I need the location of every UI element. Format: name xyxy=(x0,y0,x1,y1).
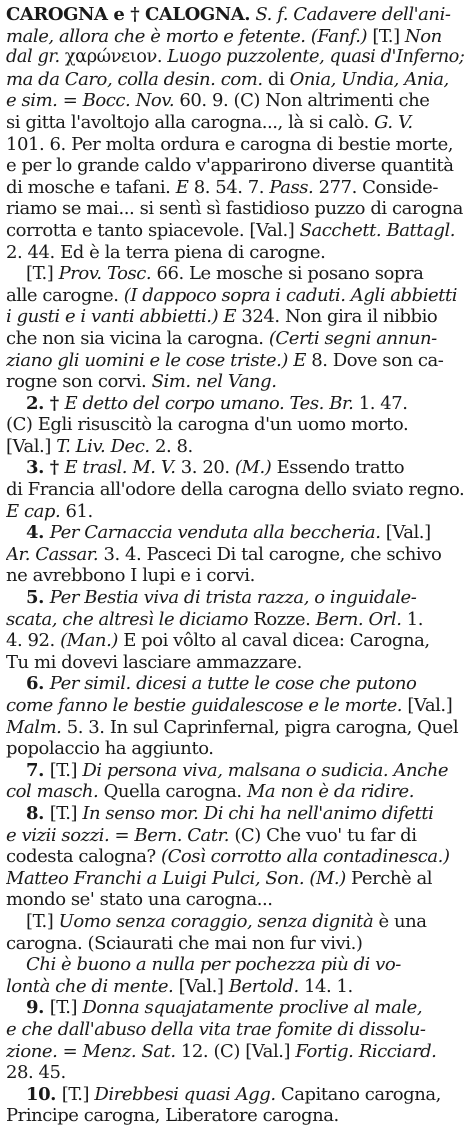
entry-line xyxy=(6,177,466,199)
entry-line xyxy=(6,954,466,976)
entry-italic-text: Pass. xyxy=(269,176,319,198)
entry-text: [T.] xyxy=(26,263,59,285)
entry-sense-number: 6. xyxy=(26,673,50,695)
entry-sense-number: CAROGNA e † CALOGNA. xyxy=(6,4,251,25)
entry-italic-text: Matteo Franchi a Luigi Pulci, Son. xyxy=(6,867,310,889)
entry-text: 12. (C) [Val.] xyxy=(180,1040,296,1062)
entry-italic-text: (M.) xyxy=(309,867,352,889)
entry-italic-text: T. Liv. Dec. xyxy=(56,435,155,457)
entry-text: [Val.] xyxy=(178,975,229,997)
entry-text: ne avrebbono I lupi e i corvi. xyxy=(6,565,255,587)
entry-italic-text: E trasl. M. V. xyxy=(64,457,181,479)
entry-text: di mosche e tafani. xyxy=(6,176,176,198)
entry-text: [T.] xyxy=(26,910,59,932)
entry-text: 3. 20. xyxy=(180,457,235,479)
entry-line xyxy=(6,393,466,415)
entry-line xyxy=(6,673,466,695)
entry-italic-text: Uomo senza coraggio, senza dignità xyxy=(58,910,379,932)
entry-text: mondo se' stato una carogna... xyxy=(6,889,273,911)
entry-line xyxy=(6,630,466,652)
entry-text: corrotta e tanto spiacevole. [Val.] xyxy=(6,219,300,241)
entry-text: 60. 9. (C) Non altrimenti che xyxy=(179,90,430,112)
entry-text: 101. 6. Per molta ordura e carogna di bestie morte, xyxy=(6,133,454,155)
entry-text: codesta calogna? xyxy=(6,846,161,868)
entry-line xyxy=(6,652,466,674)
entry-line xyxy=(6,868,466,890)
entry-italic-text: In senso mor. Di chi ha nell'animo difetti xyxy=(82,802,434,824)
entry-line xyxy=(6,825,466,847)
entry-line xyxy=(6,479,466,501)
entry-text: alle carogne. xyxy=(6,284,124,306)
entry-line xyxy=(6,1084,466,1106)
entry-line xyxy=(6,911,466,933)
entry-italic-text: Sacchett. Battagl. xyxy=(299,219,456,241)
entry-text: 8. Dove son ca- xyxy=(311,349,444,371)
entry-line xyxy=(6,976,466,998)
entry-line xyxy=(6,738,466,760)
entry-line xyxy=(6,846,466,868)
entry-line xyxy=(6,889,466,911)
entry-italic-text: Malm. xyxy=(6,716,67,738)
entry-text: 14. 1. xyxy=(304,975,353,997)
entry-line xyxy=(6,4,466,26)
entry-italic-text: (Man.) xyxy=(60,630,124,652)
entry-line xyxy=(6,414,466,436)
entry-italic-text: E detto del corpo umano. Tes. Br. xyxy=(64,392,359,414)
entry-line xyxy=(6,26,466,48)
entry-italic-text: Direbbesi quasi Agg. xyxy=(94,1083,281,1105)
entry-line xyxy=(6,306,466,328)
entry-line xyxy=(6,609,466,631)
entry-text: di xyxy=(267,68,290,90)
entry-text: 277. Conside- xyxy=(318,176,438,198)
entry-text: di Francia all'odore della carogna dello sviato regno. xyxy=(6,479,465,501)
entry-text: E poi vôlto al caval dicea: Carogna, xyxy=(123,630,430,652)
entry-line xyxy=(6,155,466,177)
entry-text: è una xyxy=(378,910,427,932)
entry-line xyxy=(6,1041,466,1063)
entry-line xyxy=(6,285,466,307)
entry-text: [T.] xyxy=(61,1083,95,1105)
entry-italic-text: Non xyxy=(404,25,442,47)
entry-text: Principe carogna, Liberatore carogna. xyxy=(6,1105,339,1127)
entry-sense-number: 9. xyxy=(26,997,50,1019)
entry-italic-text: Luogo puzzolente, quasi d'Inferno; xyxy=(167,47,465,68)
entry-italic-text: col masch. xyxy=(6,781,104,803)
entry-text: 61. xyxy=(65,500,93,522)
entry-italic-text: Ar. Cassar. xyxy=(6,543,104,565)
entry-text: 5. 3. In sul Caprinfernal, pigra carogna, Quel xyxy=(66,716,459,738)
entry-italic-text: (Così corrotto alla contadinesca.) xyxy=(161,846,450,868)
entry-sense-number: 5. xyxy=(26,587,50,609)
entry-text: 1. 47. xyxy=(358,392,408,414)
entry-line xyxy=(6,371,466,393)
entry-sense-number: 2. † xyxy=(26,392,65,414)
entry-text: Capitano carogna, xyxy=(280,1083,441,1105)
entry-text: [T.] xyxy=(49,997,83,1019)
entry-line xyxy=(6,544,466,566)
entry-line xyxy=(6,781,466,803)
entry-line xyxy=(6,112,466,134)
entry-line xyxy=(6,436,466,458)
entry-italic-text: Di persona viva, malsana o sudicia. Anche xyxy=(82,759,449,781)
entry-text: [Val.] xyxy=(407,695,453,716)
dictionary-entry-carogna xyxy=(6,4,466,1127)
entry-text: 28. 45. xyxy=(6,1062,66,1084)
entry-italic-text: Ma non è da ridire. xyxy=(246,781,414,803)
entry-line xyxy=(6,263,466,285)
entry-text: (C) Che vuo' tu far di xyxy=(234,824,417,846)
entry-line xyxy=(6,220,466,242)
entry-text: 2. 8. xyxy=(154,435,193,457)
entry-italic-text: E cap. xyxy=(6,500,66,522)
entry-text: [T.] xyxy=(49,759,83,781)
entry-italic-text: come fanno le bestie guidalescose e le morte. xyxy=(6,695,408,716)
entry-text: (C) Egli risuscitò la carogna d'un uomo morto. xyxy=(6,414,409,436)
entry-line xyxy=(6,457,466,479)
entry-line xyxy=(6,1105,466,1127)
entry-italic-text: E xyxy=(175,176,194,198)
entry-italic-text: e che dall'abuso della vita trae fomite di dissolu- xyxy=(6,1018,426,1040)
entry-text: [T.] xyxy=(49,802,83,824)
entry-line xyxy=(6,522,466,544)
entry-italic-text: (I dappoco sopra i caduti. Agli abbietti xyxy=(123,284,458,306)
entry-line xyxy=(6,47,466,69)
entry-text: 324. Non gira il nibbio xyxy=(241,306,438,328)
entry-italic-text: zione. = Menz. Sat. xyxy=(6,1040,181,1062)
entry-sense-number: 10. xyxy=(26,1083,62,1105)
entry-line xyxy=(6,933,466,955)
entry-italic-text: scata, che altresì le diciamo xyxy=(6,608,254,630)
entry-italic-text: (M.) xyxy=(234,457,277,479)
entry-italic-text: e vizii sozzi. = Bern. Catr. xyxy=(6,824,235,846)
entry-line xyxy=(6,695,466,717)
entry-line xyxy=(6,350,466,372)
entry-text: 66. Le mosche si posano sopra xyxy=(156,263,424,285)
entry-italic-text: Fortig. Ricciard. xyxy=(295,1040,437,1062)
entry-line xyxy=(6,997,466,1019)
entry-text: rogne son corvi. xyxy=(6,371,152,393)
entry-sense-number: 8. xyxy=(26,802,50,824)
entry-text: 1. xyxy=(406,608,424,630)
entry-text: Perchè al xyxy=(351,867,433,889)
entry-italic-text: Prov. Tosc. xyxy=(58,263,157,285)
entry-italic-text: Per Bestia viva di trista razza, o inguidale- xyxy=(49,587,417,609)
entry-text: 8. 54. 7. xyxy=(193,176,270,198)
entry-italic-text: Bern. Orl. xyxy=(315,608,407,630)
entry-line xyxy=(6,134,466,156)
entry-text: e per lo grande caldo v'apparirono diverse quantità xyxy=(6,155,454,177)
entry-text: 2. 44. Ed è la terra piena di carogne. xyxy=(6,241,326,263)
entry-line xyxy=(6,90,466,112)
entry-line xyxy=(6,565,466,587)
entry-italic-text: (Certi segni annun- xyxy=(268,327,437,349)
entry-italic-text: i gusti e i vanti abbietti.) E xyxy=(6,306,242,328)
entry-italic-text: Bertold. xyxy=(228,975,304,997)
entry-line xyxy=(6,198,466,220)
entry-italic-text: ziano gli uomini e le cose triste.) E xyxy=(6,349,312,371)
entry-italic-text: dal gr. xyxy=(6,47,65,68)
entry-line xyxy=(6,501,466,523)
entry-line xyxy=(6,803,466,825)
entry-text: 4. 92. xyxy=(6,630,61,652)
entry-text: Rozze. xyxy=(253,608,316,630)
entry-italic-text: S. f. Cadavere dell'ani- xyxy=(250,4,451,25)
entry-italic-text: G. V. xyxy=(374,111,413,133)
entry-sense-number: 7. xyxy=(26,759,50,781)
entry-text: Quella carogna. xyxy=(103,781,247,803)
entry-text: popolaccio ha aggiunto. xyxy=(6,738,214,760)
entry-text: χαρώνειον. xyxy=(64,47,168,68)
entry-text: si gitta l'avoltojo alla carogna..., là si calò. xyxy=(6,111,375,133)
entry-text: Essendo tratto xyxy=(276,457,405,479)
entry-line xyxy=(6,328,466,350)
entry-italic-text: Sim. nel Vang. xyxy=(151,371,277,393)
entry-text: carogna. (Sciaurati che mai non fur vivi.) xyxy=(6,932,363,954)
entry-sense-number: 4. xyxy=(26,522,50,544)
entry-italic-text: e sim. = Bocc. Nov. xyxy=(6,90,180,112)
entry-italic-text: Donna squajatamente proclive al male, xyxy=(82,997,423,1019)
entry-text: [Val.] xyxy=(385,522,431,544)
entry-text: 3. 4. Pasceci Di tal carogne, che schivo xyxy=(103,543,442,565)
entry-italic-text: Per simil. dicesi a tutte le cose che putono xyxy=(49,673,417,695)
entry-italic-text: Onia, Undia, Ania, xyxy=(289,68,449,90)
entry-text: Tu mi dovevi lasciare ammazzare. xyxy=(6,651,302,673)
entry-line xyxy=(6,587,466,609)
entry-italic-text: Per Carnaccia venduta alla beccheria. xyxy=(49,522,386,544)
entry-line xyxy=(6,1062,466,1084)
entry-text: riamo se mai... si sentì sì fastidioso puzzo di carogna xyxy=(6,198,463,220)
entry-line xyxy=(6,69,466,91)
entry-italic-text: ma da Caro, colla desin. com. xyxy=(6,68,268,90)
entry-italic-text: male, allora che è morto e fetente. (Fanf.) xyxy=(6,25,373,47)
entry-line xyxy=(6,1019,466,1041)
entry-line xyxy=(6,760,466,782)
entry-text: [Val.] xyxy=(6,435,57,457)
entry-sense-number: 3. † xyxy=(26,457,65,479)
entry-italic-text: Chi è buono a nulla per pochezza più di vo- xyxy=(26,954,401,976)
entry-italic-text: lontà che di mente. xyxy=(6,975,179,997)
entry-line xyxy=(6,717,466,739)
entry-line xyxy=(6,242,466,264)
entry-text: [T.] xyxy=(372,25,405,47)
entry-text: che non sia vicina la carogna. xyxy=(6,327,269,349)
